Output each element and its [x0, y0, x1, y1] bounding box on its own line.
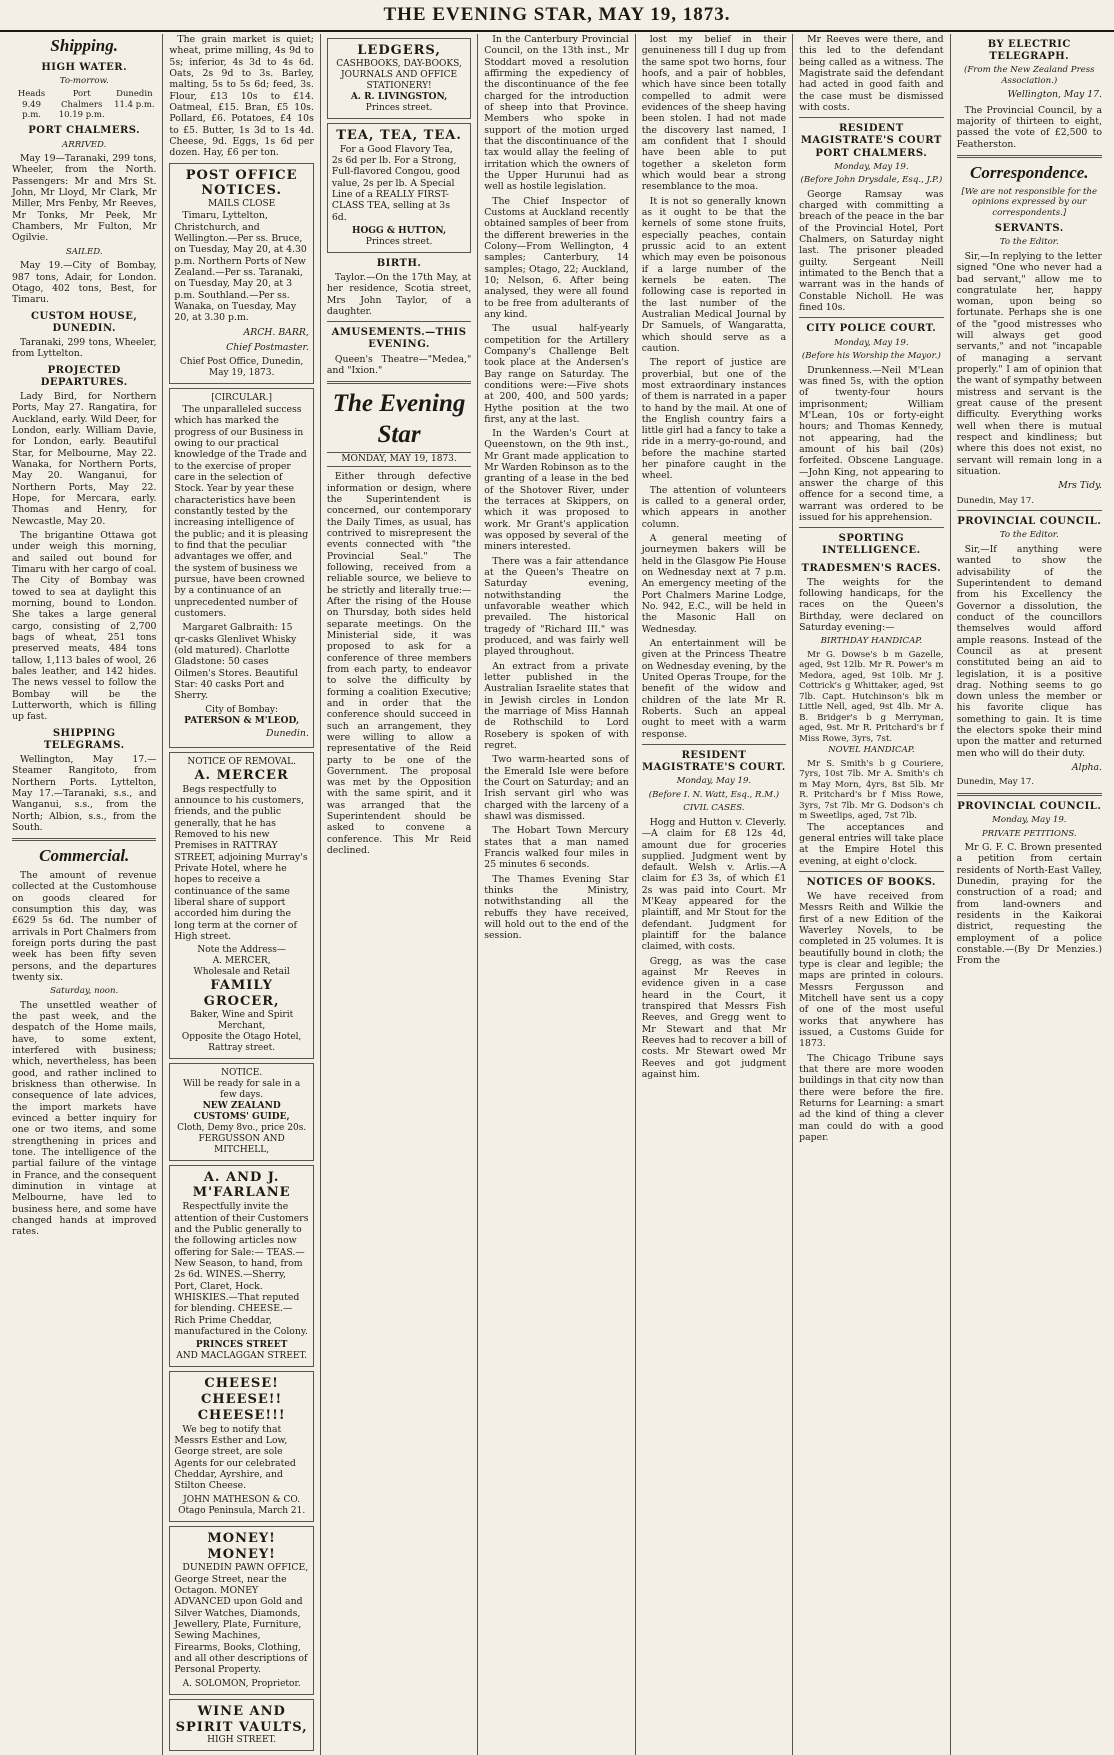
chicago-text: The Chicago Tribune says that there are more wooden buildings in that city now than there were before the fire. Returns for Learning: a smart ad the kind of thing a clever man could do with a good paper.: [799, 1052, 944, 1144]
books-head: NOTICES OF BOOKS.: [806, 876, 936, 888]
divider: [957, 510, 1102, 511]
editorial-text: Either through defective information or design, where the Superintendent is concerned, our contemporary the Daily Times, as usual, has contrived to misrepresent the events connected with "the Provincial Seal." The following, received from a reliable source, we believe to be strictly and literally true:—After the rising of the House on Thursday, both sides held separate meetings. On the Ministerial side, it was proposed to ask for a conference of three members from each party, to endeavor to solve the difficulty by forming a coalition Executive; and in order that the conference should succeed in such an arrangement, they were willing to allow a representative of the Reid party to be one of the Government. The proposal was met by the Opposition with the same spirit, and it was arranged that the Superintendent should be asked to convene a conference. This Mr Reid declined.: [326, 471, 472, 857]
departures-text: Lady Bird, for Northern Ports, May 27. Rangatira, for Auckland, early. Wild Deer, for London, early. William Davie, for London, early. Beautiful Star, for Melbourne, May 22. Wanaka, for Northern Ports, May 20. Wanganui, for Northern Ports, May 22. Hope, for Mercara, early. Thomas and Henry, for Newcastle, May 20.: [12, 390, 157, 527]
circular-place: Dunedin.: [266, 727, 309, 739]
concert-text: An entertainment will be given at the Princess Theatre on Wednesday evening, by the United Operas Troupe, for the benefit of the widow and children of the late Mr R. Roberts. Such an appeal ought to meet with a warm response.: [641, 638, 787, 740]
meeting-text: A general meeting of journeymen bakers will be held in the Glasgow Pie House on Wednesday next at 7 p.m. An emergency meeting of the Port Chalmers Marine Lodge, No. 942, E.C., will be held in the Masonic Hall on Wednesday.: [641, 533, 787, 635]
masthead: THE EVENING STAR, MAY 19, 1873.: [0, 0, 1114, 32]
star-date: MONDAY, MAY 19, 1873.: [327, 452, 471, 467]
shipping-news: The brigantine Ottawa got under weigh this morning, and sailed out bound for Timaru with her cargo of coal. The City of Bombay was towed to sea at daylight this morning, bound to London. She takes a large general cargo, consisting of 2,700 bags of wheat, 251 tons preserved meats, 484 tons tallow, 1,113 bales of wool, 26 bales leather, and 142 hides. The news vessel to follow the Bombay will be the Lutterworth, which is filling up fast.: [12, 529, 157, 723]
amuse-text: Queen's Theatre—"Medea," and "Ixion.": [326, 353, 472, 376]
pc-court-text: George Ramsay was charged with committing a breach of the peace in the bar of the Provincial Hotel, Port Chalmers, on Saturday night last. The prisoner pleaded guilty. Sergeant Neill intimated to the Bench that a warrant was in the hands of Constable Nicholl. He was fined 10s.: [799, 188, 944, 314]
servants-text: Sir,—In replying to the letter signed "One who never had a bad servant," allow me to congratulate her, happy woman, upon being so fortunate. Perhaps she is one of the "good mistresses who will always get good servants," and not "incapable of managing a servant properly." I am of opinion that the want of sympathy between mistress and servant is the great cause of the present difficulty. Everything works well when there is mutual respect and kindliness; but where this does not exist, no servant will remain long in a situation.: [956, 250, 1102, 478]
wine-ad: [169, 1699, 313, 1752]
divider: [327, 381, 471, 384]
removal-addr1: A. MERCER,: [212, 956, 271, 967]
cheese-head: CHEESE! CHEESE!! CHEESE!!!: [197, 1376, 286, 1423]
high-water-sub: To-morrow.: [59, 75, 109, 86]
pc2-text: Mr G. F. C. Brown presented a petition from certain residents of North-East Valley, Dunedin, praying for the construction of a road; and from land-owners and residents in the Kaikorai district, requesting the employment of a police constable.—(By Dr Menzies.) From the: [956, 842, 1102, 967]
divider: [12, 838, 156, 841]
customs-text: Taranaki, 299 tons, Wheeler, from Lyttelton.: [12, 336, 157, 360]
commercial-text: The amount of revenue collected at the Customhouse on goods cleared for consumption this day, was £629 5s 6d. The number of arrivals in Port Chalmers from foreign ports during the past week has been fifty seven persons, and the departures twenty six.: [12, 869, 157, 983]
birth-text: Taylor.—On the 17th May, at her residence, Scotia street, Mrs John Taylor, of a daughter.: [326, 271, 472, 317]
tide-heads: Heads 9.49 p.m.: [17, 89, 46, 121]
divider: [799, 317, 943, 318]
ledger-ad: [327, 38, 471, 119]
tide-chalmers: Port Chalmers 10.19 p.m.: [58, 89, 105, 121]
post-sign2: Chief Postmaster.: [226, 341, 309, 353]
arrived-sub: ARRIVED.: [62, 139, 107, 150]
ledger-place: Princes street.: [365, 102, 433, 113]
cheese-text: We beg to notify that Messrs Esther and Low, George street, are sole Agents for our celebrated Cheddar, Ayrshire, and Stilton Cheese.: [174, 1423, 296, 1492]
ledger-head: LEDGERS,: [357, 43, 441, 58]
novel-sub: NOVEL HANDICAP.: [828, 745, 915, 756]
pc2-sub: Monday, May 19.: [992, 815, 1067, 826]
sport-head: SPORTING INTELLIGENCE.: [822, 533, 921, 557]
macf-big: A. AND J. M'FARLANE: [192, 1169, 291, 1201]
shipping-title: Shipping.: [50, 36, 118, 55]
cp-head: CITY POLICE COURT.: [806, 323, 937, 335]
port-head: PORT CHALMERS.: [28, 125, 141, 137]
corr-title: Correspondence.: [970, 162, 1089, 182]
pc-court-sub: Monday, May 19.: [834, 161, 909, 172]
removal-addr2: Wholesale and Retail: [193, 967, 290, 978]
commercial-title: Commercial.: [39, 846, 130, 866]
races-text: The weights for the following handicaps, for the races on the Queen's Birthday, were declared on Saturday evening:—: [799, 576, 944, 634]
rm-civil: CIVIL CASES.: [683, 803, 745, 814]
removal-head: NOTICE OF REMOVAL.: [187, 756, 296, 767]
money-sign: A. SOLOMON, Proprietor.: [182, 1678, 301, 1689]
column-2: [163, 34, 320, 1755]
post-office-notice: [169, 163, 313, 385]
pc2-petitions: PRIVATE PETITIONS.: [981, 828, 1077, 839]
rm-text: Hogg and Hutton v. Cleverly.—A claim for £8 12s 4d, amount due for groceries supplied. Judgment went by default. Welsh v. Arlis.—A claim for £3 3s, of which £1 2s was paid into Court. Mr M'Keay appeared for the plaintiff, and Mr Stout for the defendant. Judgment for plaintiff for the balance claimed, with costs.: [641, 816, 787, 953]
money-ad: [169, 1526, 313, 1695]
rm-bench: (Before I. N. Watt, Esq., R.M.): [648, 789, 780, 800]
saturday-sub: Saturday, noon.: [50, 986, 119, 997]
emerald-text: Two warm-hearted sons of the Emerald Isle were before the Court on Saturday; and an Irish servant girl who was charged with the larceny of a shawl was dismissed.: [484, 754, 629, 822]
removal-text: Begs respectfully to announce to his customers, friends, and the public generally, that he has Removed to his new Premises in RATTRAY STREET, adjoining Murray's Private Hotel, where he hopes to receive a continuance of the same liberal share of support accorded him during the long term at the corner of High street.: [174, 783, 308, 943]
circular-ad: [169, 388, 313, 748]
column-1: [6, 34, 163, 1755]
pc-court-head: RESIDENT MAGISTRATE'S COURT PORT CHALMERS.: [800, 123, 942, 159]
column-5: [636, 34, 793, 1755]
wine-sub: HIGH STREET.: [207, 1735, 277, 1746]
corr-note: [We are not responsible for the opinions expressed by our correspondents.]: [961, 186, 1098, 218]
servants-head: SERVANTS.: [994, 223, 1064, 235]
customs-head: CUSTOM HOUSE, DUNEDIN.: [31, 310, 138, 334]
gregg-cont: Mr Reeves were there, and this led to the defendant being called as a witness. The Magistrate said the defendant had acted in good faith and the case must be dismissed with costs.: [799, 34, 944, 113]
telegrams-head: SHIPPING TELEGRAMS.: [43, 727, 125, 751]
pc-letter-sign: Alpha.: [1071, 762, 1102, 774]
removal-addr4: Baker, Wine and Spirit Merchant,: [190, 1009, 294, 1031]
ledger-sign: A. R. LIVINGSTON,: [350, 91, 448, 102]
princes-sub: AND MACLAGGAN STREET.: [176, 1351, 308, 1362]
post-text: Timaru, Lyttelton, Christchurch, and Wellington.—Per ss. Bruce, on Tuesday, May 20, at 4.30 p.m. Northern Ports of New Zealand.—Per ss. Taranaki, on Tuesday, May 20, at 3 p.m. Southland.—Per ss. Wanaka, on Tuesday, May 20, at 3.30 p.m.: [174, 210, 307, 324]
money-text: DUNEDIN PAWN OFFICE, George Street, near the Octagon. MONEY ADVANCED upon Gold and Silver Watches, Diamonds, Jewellery, Plate, Furniture, Sewing Machines, Firearms, Books, Clothing, and all other descriptions of Personal Property.: [174, 1562, 309, 1676]
volunteer-text: The attention of volunteers is called to a general order, which appears in another column.: [641, 484, 787, 530]
council-text: In the Canterbury Provincial Council, on the 13th inst., Mr Stoddart moved a resolution affirming the expediency of the discontinuance of the fee charged for the introduction of sheep into that Province. Members who spoke in support of the motion urged that the discontinuance of the tax would allay the feeling of irritation which the owners of the Upper Hurunui had as well as hostile legislation.: [484, 34, 629, 193]
pc-court-bench: (Before John Drysdale, Esq., J.P.): [800, 175, 943, 186]
tide-table: [12, 89, 156, 120]
court-text: lost my belief in their genuineness till I dug up from the same spot two horns, four hoofs, and a pair of hobbles, which have since been totally compelled to admit were evidences of the sheep having been stolen. I had not made the discovery last named, I am confident that I should have been able to put together a skeleton form which would bear a strong resemblance to the moa.: [641, 34, 787, 193]
cp-text: Drunkenness.—Neil M'Lean was fined 5s, with the option of twenty-four hours imprisonment; William M'Lean, 10s or forty-eight hours; and Thomas Kennedy, not appearing, had the amount of his bail (20s) forfeited. Obscene Language.—John King, not appearing to answer the charge of this offence for a second time, a warrant was ordered to be issued for his apprehension.: [799, 364, 944, 523]
gregg-text: Gregg, as was the case against Mr Reeves in evidence given in a case heard in the Court, it transpired that Messrs Fish Reeves, and Gregg went to Mr Stewart and that Mr Reeves had to recover a bill of costs. Mr Stewart owed Mr Reeves and got judgment against him.: [641, 955, 787, 1081]
tea-text: For a Good Flavory Tea, 2s 6d per lb. For a Strong, Full-flavored Congou, good value, 2s per lb. A Special Line of a REALLY FIRST-CLASS TEA, selling at 3s 6d.: [331, 143, 461, 223]
almanac-line: Cloth, Demy 8vo., price 20s.: [177, 1122, 307, 1133]
column-6: [793, 34, 950, 1755]
telegraph-text: The Provincial Council, by a majority of thirteen to eight, passed the vote of £2,500 to Featherston.: [956, 104, 1102, 150]
cp-sub: Monday, May 19.: [834, 337, 909, 348]
divider: [327, 321, 471, 322]
divider: [799, 527, 943, 528]
servants-place: Dunedin, May 17.: [956, 495, 1035, 506]
almanac-title: NEW ZEALAND CUSTOMS' GUIDE,: [193, 1100, 290, 1122]
macfarlane-ad: [169, 1165, 313, 1368]
removal-ad: [169, 752, 313, 1059]
pc-letter-to: To the Editor.: [999, 530, 1059, 541]
notice-head: NOTICE.: [221, 1067, 263, 1078]
post-head: POST OFFICE NOTICES.: [185, 167, 298, 199]
macf-text: Respectfully invite the attention of their Customers and the Public generally to the following articles now offering for Sale:— TEAS.—New Season, to hand, from 2s 6d. WINES.—Sherry, Port, Claret, Hock. WHISKIES.—That reputed for blending. CHEESE.—Rich Prime Cheddar, manufactured in the Colony.: [174, 1201, 309, 1337]
circular-text: The unparalleled success which has marked the progress of our Business in owing to our practical knowledge of the Trade and to the exercise of proper care in the selection of Stock. Year by year these characteristics have been constantly tested by the increasing intelligence of the public; and it is pleasing to find that the peculiar advantages we offer, and the system of business we pursue, have been crowned by a continuance of an unprecedented number of customers.: [174, 404, 309, 620]
rm-head: RESIDENT MAGISTRATE'S COURT.: [642, 750, 786, 774]
column-7: [951, 34, 1108, 1755]
departures-head: PROJECTED DEPARTURES.: [40, 364, 128, 388]
customs-beer-text: The Chief Inspector of Customs at Auckland recently obtained samples of beer from the different breweries in the Colony—From Wellington, 4 samples; Canterbury, 14 samples; Otago, 22; Auckland, 10; Nelson, 6. After being analysed, they were all found to be free from adulterants of any kind.: [484, 195, 629, 320]
circular-firm: PATERSON & M'LEOD,: [184, 715, 300, 726]
tea-head: TEA, TEA, TEA.: [336, 127, 462, 143]
telegraph-sub: (From the New Zealand Press Association.): [963, 65, 1095, 86]
thames-text: The Thames Evening Star thinks the Ministry, notwithstanding all the rebuffs they have received, will hold out to the end of the session.: [484, 873, 629, 942]
removal-addr-head: Note the Address—: [197, 945, 286, 956]
rifle-text: The usual half-yearly competition for the Artillery Company's Challenge Belt took place at the Andersen's Bay range on Saturday. The conditions were:—Five shots at 200, 400, and 500 yards; Hythe position at the two first, any at the last.: [484, 323, 629, 425]
telegraph-head: BY ELECTRIC TELEGRAPH.: [987, 39, 1071, 63]
market-text: The grain market is quiet; wheat, prime milling, 4s 9d to 5s; inferior, 4s 3d to 4s 6d. Oats, 2s 9d to 3s. Barley, malting, 5s to 5s 6d; feed, 3s. Flour, £13 10s to £14. Oatmeal, £15. Bran, £5 10s. Pollard, £6. Potatoes, £4 10s to £5. Butter, 1s 3d to 1s 4d. Cheese, 9d. Eggs, 1s 6d per dozen. Hay, £6 per ton.: [169, 34, 314, 159]
vaccine-text: The report of justice are proverbial, but one of the most extraordinary instances of them is narrated in a paper to hand by the mail. At one of the English country fairs a little girl had a fancy to take a ride in a merry-go-round, and before the machine started her pinafore caught in the wheel.: [641, 357, 787, 482]
pc2-head: PROVINCIAL COUNCIL.: [957, 800, 1102, 812]
divider: [799, 117, 943, 118]
almanac-pub: FERGUSSON AND MITCHELL,: [198, 1133, 285, 1155]
column-3: [321, 34, 478, 1755]
sailed-text: May 19.—City of Bombay, 987 tons, Adair, for London. Otago, 402 tons, Best, for Timaru.: [12, 260, 157, 306]
removal-big: A. MERCER: [194, 767, 289, 783]
post-sign1: ARCH. BARR,: [243, 326, 309, 338]
novel-list: Mr S. Smith's b g Couriere, 7yrs, 10st 7lb. Mr A. Smith's ch m May Morn, 4yrs, 8st 5lb. Mr R. Pritchard's br f Miss Rowe, 3yrs, 7st 7lb. Mr G. Dodson's ch m Sweetlips, aged, 7st 7lb.: [799, 758, 944, 822]
star-title: The Evening Star: [332, 390, 466, 448]
amuse-head: AMUSEMENTS.—THIS EVENING.: [331, 327, 467, 351]
divider: [642, 744, 786, 745]
circular-list: Margaret Galbraith: 15 qr-casks Glenlivet Whisky (old matured). Charlotte Gladstone: 50 cases Oilmen's Stores. Beautiful Star: 40 casks Port and Sherry.: [174, 622, 298, 702]
post-office-line: Chief Post Office, Dunedin, May 19, 1873.: [179, 357, 304, 379]
divider: [957, 793, 1102, 796]
telegrams-text: Wellington, May 17.—Steamer Rangitoto, from Northern Ports. Lyttelton, May 17.—Taranaki, s.s., and Wanganui, s.s., from the North; Albion, s.s., from the South.: [12, 753, 157, 833]
notice-ad: [169, 1063, 313, 1161]
divider: [957, 155, 1102, 158]
tea-sign: HOGG & HUTTON,: [351, 225, 447, 236]
city-line: City of Bombay:: [205, 704, 278, 715]
races-head: TRADESMEN'S RACES.: [801, 562, 942, 574]
column-4: [478, 34, 635, 1755]
theatre-text: There was a fair attendance at the Queen's Theatre on Saturday evening, notwithstanding the unfavorable weather which prevailed. The historical tragedy of "Richard III." was produced, and was fairly well played throughout.: [484, 555, 629, 658]
cp-bench: (Before his Worship the Mayor.): [801, 351, 941, 362]
cheese-sign: JOHN MATHESON & CO. Otago Peninsula, March 21.: [178, 1494, 306, 1516]
removal-addr5: Opposite the Otago Hotel, Rattray street.: [181, 1031, 302, 1053]
races-note: The acceptances and general entries will take place at the Empire Hotel this evening, at eight o'clock.: [799, 821, 944, 867]
tea-place: Princes street.: [365, 236, 433, 247]
princes-head: PRINCES STREET: [195, 1340, 288, 1351]
wine-head: WINE AND SPIRIT VAULTS,: [175, 1703, 308, 1735]
notice-text: Will be ready for sale in a few days.: [183, 1078, 301, 1100]
cheese-ad: [169, 1371, 313, 1521]
money-head: MONEY! MONEY!: [207, 1530, 276, 1562]
pc-letter-place: Dunedin, May 17.: [956, 777, 1035, 788]
books-text: We have received from Messrs Reith and Wilkie the first of a new Edition of the Waverley Novels, to be completed in 25 volumes. It is beautifully bound in cloth; the type is clear and legible; the maps are printed in colours. Messrs Fergusson and Mitchell have sent us a copy of one of the most useful works that anywhere has issued, a Customs Guide for 1873.: [799, 891, 944, 1050]
sailed-sub: SAILED.: [65, 246, 103, 257]
post-sub: MAILS CLOSE: [208, 199, 276, 210]
hobart-text: The Hobart Town Mercury states that a man named Francis walked four miles in 25 minutes 6 seconds.: [484, 825, 629, 871]
columns: [6, 34, 1108, 1746]
arrived-text: May 19—Taranaki, 299 tons, Wheeler, from the North. Passengers: Mr and Mrs St. John, Mr Lloyd, Mr Clark, Mr Miller, Mrs Fenby, Mr Reeves, Mr Tonks, Mr Peek, Mr Chambers, Mr Fulton, Mr Ogilvie.: [12, 153, 157, 244]
jewish-text: An extract from a private letter published in the Australian Israelite states that in Jewish circles in London the marriage of Miss Hannah de Rothschild to Lord Rosebery is spoken of with regret.: [484, 660, 629, 752]
removal-addr3: FAMILY GROCER,: [203, 978, 280, 1010]
pc-letter-head: PROVINCIAL COUNCIL.: [957, 516, 1102, 528]
tide-dunedin: Dunedin 11.4 p.m.: [114, 89, 155, 110]
circular-head: [CIRCULAR.]: [211, 393, 273, 404]
pc-letter-text: Sir,—If anything were wanted to show the advisability of the Superintendent to demand from his Excellency the Governor a dissolution, the conduct of the councillors themselves would afford ample reasons. Instead of the Council as at present constituted being an aid to legislation, it is a positive drag. Nothing seems to go down unless the member or his favorite clique has something to gain. It is time the electors spoke their mind upon the matter and returned men who will do their duty.: [956, 543, 1102, 759]
races-sub: BIRTHDAY HANDICAP.: [820, 636, 923, 647]
birth-head: BIRTH.: [376, 257, 422, 269]
tea-ad: [327, 123, 471, 253]
saturday-text: The unsettled weather of the past week, and the despatch of the Home mails, have, to some extent, interfered with business; which, nevertheless, has been good, and rather inclined to briskness than otherwise. In consequence of late advices, the import markets have evinced a better inquiry for one or two items, and some strengthening in prices and tone. The intelligence of the partial failure of the vintage in France, and the consequent diminution in vintage at Melbourne, have led to business here, and some have changed hands at improved rates.: [12, 999, 157, 1238]
ledger-lines: CASHBOOKS, DAY-BOOKS, JOURNALS AND OFFICE STATIONERY!: [336, 58, 462, 91]
servants-sign: Mrs Tidy.: [1058, 480, 1102, 492]
warden-text: In the Warden's Court at Queenstown, on the 9th inst., Mr Grant made application to Mr Warden Robinson as to the granting of a lease in the bed of the Shotover River, under the terraces at Skippers, on which it was proposed to work. Mr Grant's application was opposed by several of the miners interested.: [484, 428, 629, 553]
rm-sub: Monday, May 19.: [676, 776, 752, 787]
telegraph-place: Wellington, May 17.: [1007, 89, 1102, 101]
divider: [799, 871, 943, 872]
inmate-text: It is not so generally known as it ought to be that the kernels of some stone fruits, especially peaches, contain prussic acid to an extent which may even be poisonous if a large number of the kernels be eaten. The following case is reported in the last number of the Australian Medical Journal by Dr Samuels, of Wangaratta, which should serve as a caution.: [641, 195, 787, 354]
servants-to: To the Editor.: [999, 237, 1059, 248]
high-water-head: HIGH WATER.: [41, 61, 128, 73]
races-list: Mr G. Dowse's b m Gazelle, aged, 9st 12lb. Mr R. Power's m Medora, aged, 9st 10lb. Mr J. Cottrick's g Whittaker, aged, 9st 7lb. Capt. Hutchinson's blk m Little Nell, aged, 9st 4lb. Mr A. B. Bridger's b g Merryman, aged, 9st. Mr R. Pritchard's br f Miss Rowe, 3yrs, 7st.: [799, 649, 944, 744]
